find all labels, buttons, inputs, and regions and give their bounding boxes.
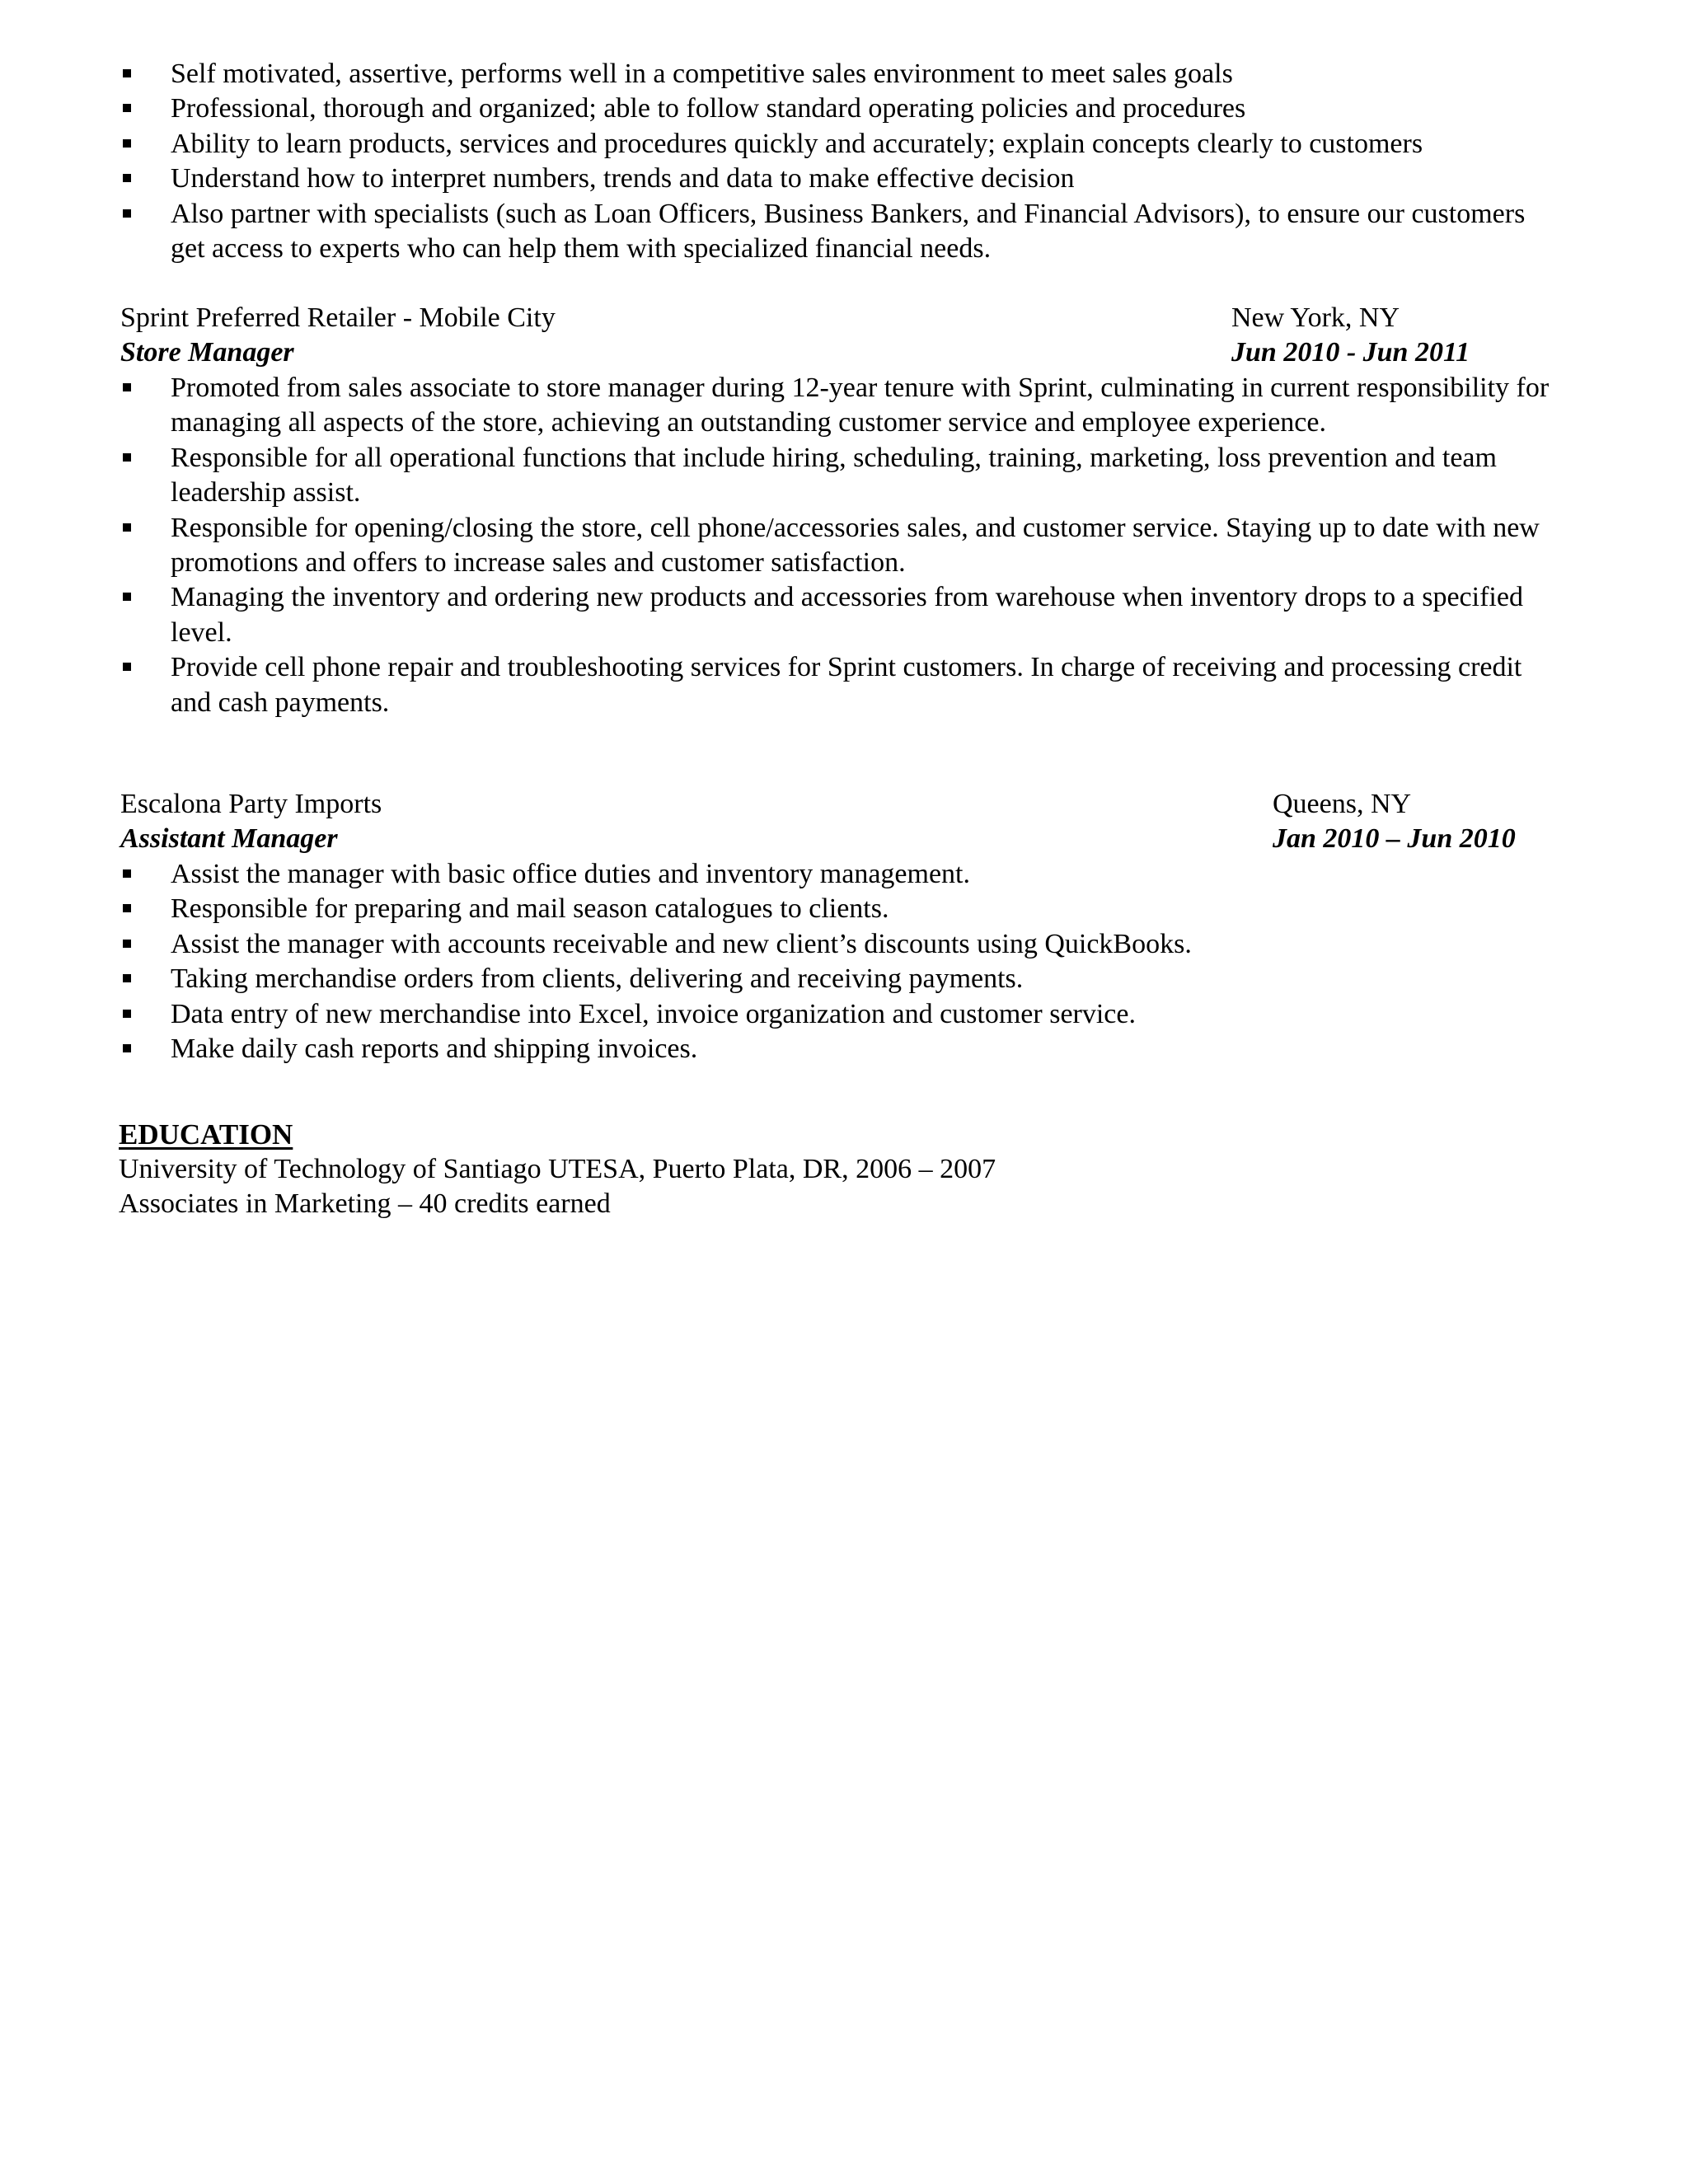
list-item: Promoted from sales associate to store manager during 12-year tenure with Sprint, culminating in current responsibility for managing all aspects of the store, achieving an outstanding customer service and employee experience.	[120, 371, 1559, 441]
summary-bullet-list	[120, 57, 1571, 266]
job-bullet-list	[120, 857, 1571, 1066]
list-item: Ability to learn products, services and procedures quickly and accurately; explain concepts clearly to customers	[120, 127, 1571, 162]
square-bullet-icon	[123, 869, 131, 878]
square-bullet-icon	[123, 453, 131, 462]
square-bullet-icon	[123, 593, 131, 601]
job-location: New York, NY	[1231, 302, 1400, 333]
square-bullet-icon	[123, 104, 131, 112]
list-item: Responsible for all operational functions that include hiring, scheduling, training, marketing, loss prevention and team leadership assist.	[120, 441, 1559, 511]
square-bullet-icon	[123, 974, 131, 982]
job-title: Store Manager	[120, 337, 294, 368]
square-bullet-icon	[123, 174, 131, 182]
list-item: Self motivated, assertive, performs well in a competitive sales environment to meet sales goals	[120, 57, 1571, 91]
square-bullet-icon	[123, 1044, 131, 1052]
education-heading: EDUCATION	[119, 1118, 293, 1151]
job-bullet-list	[120, 371, 1559, 720]
square-bullet-icon	[123, 139, 131, 148]
list-item: Assist the manager with basic office duties and inventory management.	[120, 857, 1571, 892]
square-bullet-icon	[123, 663, 131, 671]
job-dates: Jan 2010 – Jun 2010	[1273, 823, 1516, 854]
job-employer: Sprint Preferred Retailer - Mobile City	[120, 302, 556, 333]
square-bullet-icon	[123, 209, 131, 218]
list-item: Also partner with specialists (such as Loan Officers, Business Bankers, and Financial Advisors), to ensure our customers get access to experts who can help them with specialized financial needs.	[120, 197, 1571, 267]
list-item: Managing the inventory and ordering new products and accessories from warehouse when inventory drops to a specified level.	[120, 580, 1559, 650]
list-item: Assist the manager with accounts receivable and new client’s discounts using QuickBooks.	[120, 927, 1571, 962]
square-bullet-icon	[123, 523, 131, 532]
job-employer: Escalona Party Imports	[120, 789, 382, 819]
list-item: Make daily cash reports and shipping invoices.	[120, 1032, 1571, 1066]
square-bullet-icon	[123, 940, 131, 948]
square-bullet-icon	[123, 69, 131, 77]
square-bullet-icon	[123, 904, 131, 912]
list-item: Data entry of new merchandise into Excel, invoice organization and customer service.	[120, 997, 1571, 1032]
education-degree: Associates in Marketing – 40 credits earned	[119, 1188, 611, 1219]
education-school: University of Technology of Santiago UTESA, Puerto Plata, DR, 2006 – 2007	[119, 1154, 996, 1184]
list-item: Responsible for opening/closing the store, cell phone/accessories sales, and customer service. Staying up to date with new promotions and offers to increase sales and customer satisfaction.	[120, 511, 1559, 581]
list-item: Taking merchandise orders from clients, delivering and receiving payments.	[120, 962, 1571, 996]
square-bullet-icon	[123, 383, 131, 391]
list-item: Understand how to interpret numbers, trends and data to make effective decision	[120, 162, 1571, 196]
list-item: Professional, thorough and organized; able to follow standard operating policies and procedures	[120, 91, 1571, 126]
square-bullet-icon	[123, 1010, 131, 1018]
list-item: Provide cell phone repair and troubleshooting services for Sprint customers. In charge of receiving and processing credit and cash payments.	[120, 650, 1559, 720]
list-item: Responsible for preparing and mail season catalogues to clients.	[120, 892, 1571, 926]
job-dates: Jun 2010 - Jun 2011	[1231, 337, 1470, 368]
job-location: Queens, NY	[1273, 789, 1412, 819]
job-title: Assistant Manager	[120, 823, 338, 854]
